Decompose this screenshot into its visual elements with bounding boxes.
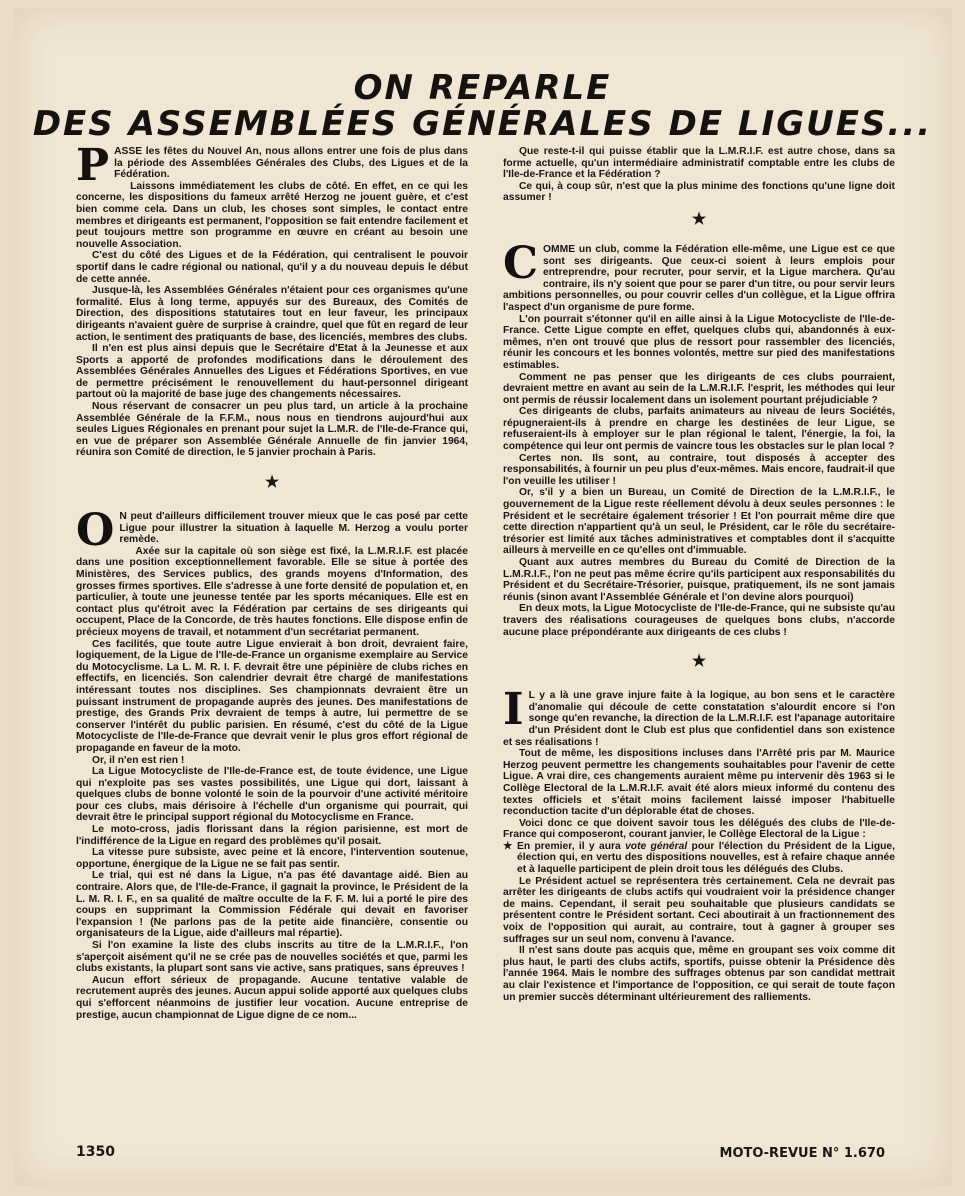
paragraph bbox=[76, 140, 468, 191]
drop-cap: I bbox=[503, 684, 524, 736]
paragraph: Jusque-là, les Assemblées Générales n'étaient pour ces organismes qu'une formalité. Elus à long terme, appuyés sur des Bureaux, des Comités de Direction, des dispositions statutaires tout en leur faveur, les principaux dirigeants n'avaient guère de surprise à craindre, quel que fût en regard de leur action, le sentiment des pratiquants de base, des licenciés, membres des clubs. bbox=[76, 285, 468, 343]
paragraph: C'est du côté des Ligues et de la Fédération, qui centralisent le pouvoir sportif dans le cadre régional ou national, qu'il y a du nouveau depuis le début de cette année. bbox=[76, 250, 468, 285]
paragraph: L'on pourrait s'étonner qu'il en aille ainsi à la Ligue Motocycliste de l'Ile-de-France. Cette Ligue compte en effet, quelques clubs qui, abandonnés à eux-mêmes, n'en ont trouvé que plus de ressort pour rassembler des licenciés, réunir les concours et les bonnes volontés, mettre sur pied des manifestations estimables. bbox=[503, 313, 895, 371]
headline-line-2: DES ASSEMBLÉES GÉNÉRALES DE LIGUES... bbox=[32, 104, 933, 144]
paragraph: Si l'on examine la liste des clubs inscrits au titre de la L.M.R.I.F., l'on s'aperçoit aisément qu'il ne se crée pas de nouvelles sociétés et que, parmi les clubs existants, la plupart sont sans vie active, sans pratiques, sans épreuves ! bbox=[76, 940, 468, 975]
paragraph: Comment ne pas penser que les dirigeants de ces clubs pourraient, devraient mettre en avant au sein de la L.M.R.I.F. l'esprit, les méthodes qui leur ont permis de réussir localement dans un isolement pourtant préjudiciable ? bbox=[503, 371, 895, 406]
paragraph: Laissons immédiatement les clubs de côté. En effet, en ce qui les concerne, les dispositions du fameux arrêté Herzog ne jouent guère, et c'est bien comme cela. Dans un club, les choses sont simples, le contact entre membres et dirigeants est permanent, l'opposition se fait entendre facilement et peut toujours mettre son programme en œuvre en créant au besoin une nouvelle Association. bbox=[76, 180, 468, 250]
paragraph: Que reste-t-il qui puisse établir que la L.M.R.I.F. est autre chose, dans sa forme actuelle, qu'un intermédiaire administratif comptable entre les clubs de l'Ile-de-France et la Fédération ? bbox=[503, 146, 895, 181]
paragraph bbox=[76, 505, 468, 557]
article-column-right bbox=[503, 146, 895, 1003]
paragraph: Ce qui, à coup sûr, n'est que la plus minime des fonctions qu'une ligne doit assumer ! bbox=[503, 180, 895, 204]
drop-cap: O bbox=[76, 505, 115, 557]
paragraph: Tout de même, les dispositions incluses dans l'Arrêté pris par M. Maurice Herzog peuvent permettre les changements souhaitables pour l'avenir de cette Ligue. A vrai dire, ces changements auraient même pu intervenir dès 1963 si le Collège Electoral de la L.M.R.I.F. avait été alors mieux informé du contenu des textes officiels et s'était moins facilement laissé imposer l'habituelle reconduction tacite d'un déplorable état de choses. bbox=[503, 748, 895, 818]
paragraph: La Ligue Motocycliste de l'Ile-de-France est, de toute évidence, une Ligue qui n'exploite pas ses vastes possibilités, une Ligue qui dort, laissant à quelques clubs de bonne volonté le soin de la pourvoir d'une activité méritoire pour ces clubs, mais dérisoire à l'échelle d'un organisme qui pourrait, qui devrait être le principal support régional du Motocyclisme en France. bbox=[76, 766, 468, 824]
page-number: 1350 bbox=[76, 1144, 115, 1160]
paragraph: Le trial, qui est né dans la Ligue, n'a pas été davantage aidé. Bien au contraire. Alors que, de l'Ile-de-France, il gagnait la province, le Président de la L. M. R. I. F., en sa qualité de maître occulte de la F. F. M. lui a porté le pire des coups en supprimant la Commission Fédérale qui devait en favoriser l'expansion ! (Ne parlons pas de la petite aide financière, consentie ou organisateurs de la Ligue, aide d'ailleurs mal répartie). bbox=[76, 870, 468, 940]
headline-line-1: ON REPARLE bbox=[353, 68, 612, 108]
paragraph: Certes non. Ils sont, au contraire, tout disposés à accepter des responsabilités, à fournir un peu plus d'eux-mêmes. Mais encore, faudrait-il que l'on veuille les utiliser ! bbox=[503, 452, 895, 487]
star-bullet-icon: ★ bbox=[503, 840, 513, 852]
paragraph: Ces facilités, que toute autre Ligue envierait à bon droit, devraient faire, logiquement, de la Ligue de l'Ile-de-France un organisme exemplaire au Service du Motocyclisme. La L. M. R. I. F. devrait être une pépinière de clubs riches en effectifs, en licenciés. Son calendrier devrait être chargé de manifestations intéressant toutes nos disciplines. Ses championnats devraient être un puissant instrument de propagande auprès des jeunes. Des manifestations de prestige, des Grands Prix devraient de temps à autre, lui permettre de se conserver l'intérêt du public parisien. En résumé, c'est du côté de la Ligue Motocycliste de l'Ile-de-France que devrait venir le plus gros effort régional de propagande en faveur de la moto. bbox=[76, 638, 468, 754]
paragraph-text: L y a là une grave injure faite à la logique, au bon sens et le caractère d'anomalie qui découle de cette constatation s'alourdit encore si l'on songe qu'en revanche, la direction de la L.M.R.I.F. est l'apanage autoritaire d'un Président dont le Club est plus que confidentiel dans son existence et ses réalisations ! bbox=[503, 690, 895, 748]
star-separator: ★ bbox=[691, 653, 707, 671]
star-separator: ★ bbox=[264, 474, 280, 492]
paragraph: Voici donc ce que doivent savoir tous les délégués des clubs de l'Ile-de-France qui composeront, courant janvier, le Collège Electoral de la Ligue : bbox=[503, 817, 895, 841]
paragraph: Or, il n'en est rien ! bbox=[92, 754, 185, 766]
paragraph-text: OMME un club, comme la Fédération elle-même, une Ligue est ce que sont ses dirigeants. Que ceux-ci soient à leurs emplois pour entreprendre, pour recruter, pour servir, et la Ligue marchera. Qu'au contraire, ils n'y soient que pour se parer d'un titre, ou pour servir leurs ambitions personnelles, ou pour couvrir celles d'un collègue, et la Ligue offrira l'aspect d'un organisme de pure forme. bbox=[503, 243, 895, 313]
drop-cap: P bbox=[76, 140, 110, 191]
paragraph: Nous réservant de consacrer un peu plus tard, un article à la prochaine Assemblée Générale de la F.F.M., nous nous en tiendrons aujourd'hui aux seules Ligues Régionales en prenant pour sujet la L.M.R. de l'Ile-de-France qui, en vue de préparer son Assemblée Générale Annuelle de fin janvier 1964, réunira son Comité de direction, le 5 janvier prochain à Paris. bbox=[76, 401, 468, 459]
star-separator: ★ bbox=[691, 210, 707, 228]
paragraph-text: ASSE les fêtes du Nouvel An, nous allons entrer une fois de plus dans la période des Assemblées Générales des Clubs, des Ligues et de la Fédération. bbox=[114, 146, 468, 181]
paragraph: Axée sur la capitale où son siège est fixé, la L.M.R.I.F. est placée dans une position exceptionnellement favorable. Elle se situe à portée des Ministères, des Services publics, des grands moyens d'Information, des grosses firmes sportives. Elle s'adresse à une forte densité de population et, en particulier, à toute une jeunesse tentée par les sports mécaniques. Elle est en contact plus qu'étroit avec la Fédération par certains de ses dirigeants qui occupent, Place de la Concorde, de très hautes fonctions. Elle dispose enfin de précieux moyens de travail, et notamment d'un secrétariat permanent. bbox=[76, 545, 468, 638]
paragraph: En deux mots, la Ligue Motocycliste de l'Ile-de-France, qui ne subsiste qu'au travers des réalisations courageuses de quelques bons clubs, n'accorde aucune place prépondérante aux dirigeants de ces clubs ! bbox=[503, 603, 895, 638]
drop-cap: C bbox=[503, 237, 539, 289]
paragraph bbox=[503, 684, 895, 748]
magazine-issue: MOTO-REVUE N° 1.670 bbox=[719, 1146, 885, 1161]
paragraph: Quant aux autres membres du Bureau du Comité de Direction de la L.M.R.I.F., l'on ne peut pas même écrire qu'ils participent aux responsabilités du Président et du Secrétaire-Trésorier, puisque, pratiquement, ils ne sont jamais réunis (sinon avant l'Assemblée Générale et l'on devine alors pourquoi) bbox=[503, 557, 895, 603]
paragraph: La vitesse pure subsiste, avec peine et là encore, l'intervention soutenue, opportune, énergique de la Ligue ne se fait pas sentir. bbox=[76, 847, 468, 870]
paragraph: Or, s'il y a bien un Bureau, un Comité de Direction de la L.M.R.I.F., le gouvernement de la Ligue reste réellement dévolu à deux seules personnes : le Président et le secrétaire également trésorier ! Et l'on pourrait même dire que cette direction n'appartient qu'à un seul, le Président, car le rôle du secrétaire-trésorier est limité aux tâches administratives et comptables dont il s'acquitte ailleurs à merveille en ce qu'elles ont d'immuable. bbox=[503, 487, 895, 557]
paragraph-text: N peut d'ailleurs difficilement trouver mieux que le cas posé par cette Ligue pour illustrer la situation à laquelle M. Herzog a voulu porter remède. bbox=[119, 511, 468, 546]
paragraph: Le moto-cross, jadis florissant dans la région parisienne, est mort de l'indifférence de la Ligue en regard des problèmes qu'il posait. bbox=[76, 824, 468, 847]
emphasis-text: vote général bbox=[625, 840, 688, 852]
bullet-paragraph bbox=[503, 841, 895, 876]
paragraph: Ces dirigeants de clubs, parfaits animateurs au niveau de leurs Sociétés, répugneraient-ils à prendre en charge les destinées de leur Ligue, se refuseraient-ils à employer sur le plan régional le talent, l'énergie, la foi, la compétence qui leur ont permis de vaincre tous les obstacles sur le plan local ? bbox=[503, 406, 895, 453]
article-column-left bbox=[76, 140, 468, 1021]
paragraph-text: En premier, il y aura bbox=[517, 840, 626, 852]
paragraph: Il n'est sans doute pas acquis que, même en groupant ses voix comme dit plus haut, le parti des clubs actifs, sportifs, puisse obtenir la Présidence dès l'année 1964. Mais le nombre des suffrages obtenus par son candidat mettrait au clair l'existence et l'importance de l'opposition, ce qui serait de toute façon un premier succès déterminant ultérieurement des ralliements. bbox=[503, 945, 895, 1003]
paragraph: Le Président actuel se représentera très certainement. Cela ne devrait pas arrêter les dirigeants de clubs actifs qui voudraient voir la présidence changer de mains. Cependant, il serait peu souhaitable que plusieurs candidats se présentent contre le Président sortant. Ceci aboutirait à un fractionnement des voix de l'opposition qui aurait, au contraire, tout à gagner à grouper ses suffrages sur un seul nom, convenu à l'avance. bbox=[503, 875, 895, 945]
paragraph bbox=[503, 237, 895, 314]
paragraph-text: pour l'élection du Président de la Ligue, élection qui, en vertu des dispositions nouvelles, est à refaire chaque année et à laquelle participent de plein droit tous les délégués des Clubs. bbox=[517, 840, 896, 876]
paragraph: Aucun effort sérieux de propagande. Aucune tentative valable de recrutement auprès des jeunes. Aucun appui solide apporté aux quelques clubs qui s'efforcent néanmoins de justifier leur vocation. Aucune entreprise de prestige, aucun championnat de Ligue digne de ce nom... bbox=[76, 974, 468, 1021]
paragraph: Il n'en est plus ainsi depuis que le Secrétaire d'Etat à la Jeunesse et aux Sports a apporté de profondes modifications dans le déroulement des Assemblées Générales Annuelles des Ligues et Fédérations Sportives, en vue de permettre précisément le renouvellement du haut-personnel dirigeant partout où la majorité de base juge des changements nécessaires. bbox=[76, 343, 468, 401]
